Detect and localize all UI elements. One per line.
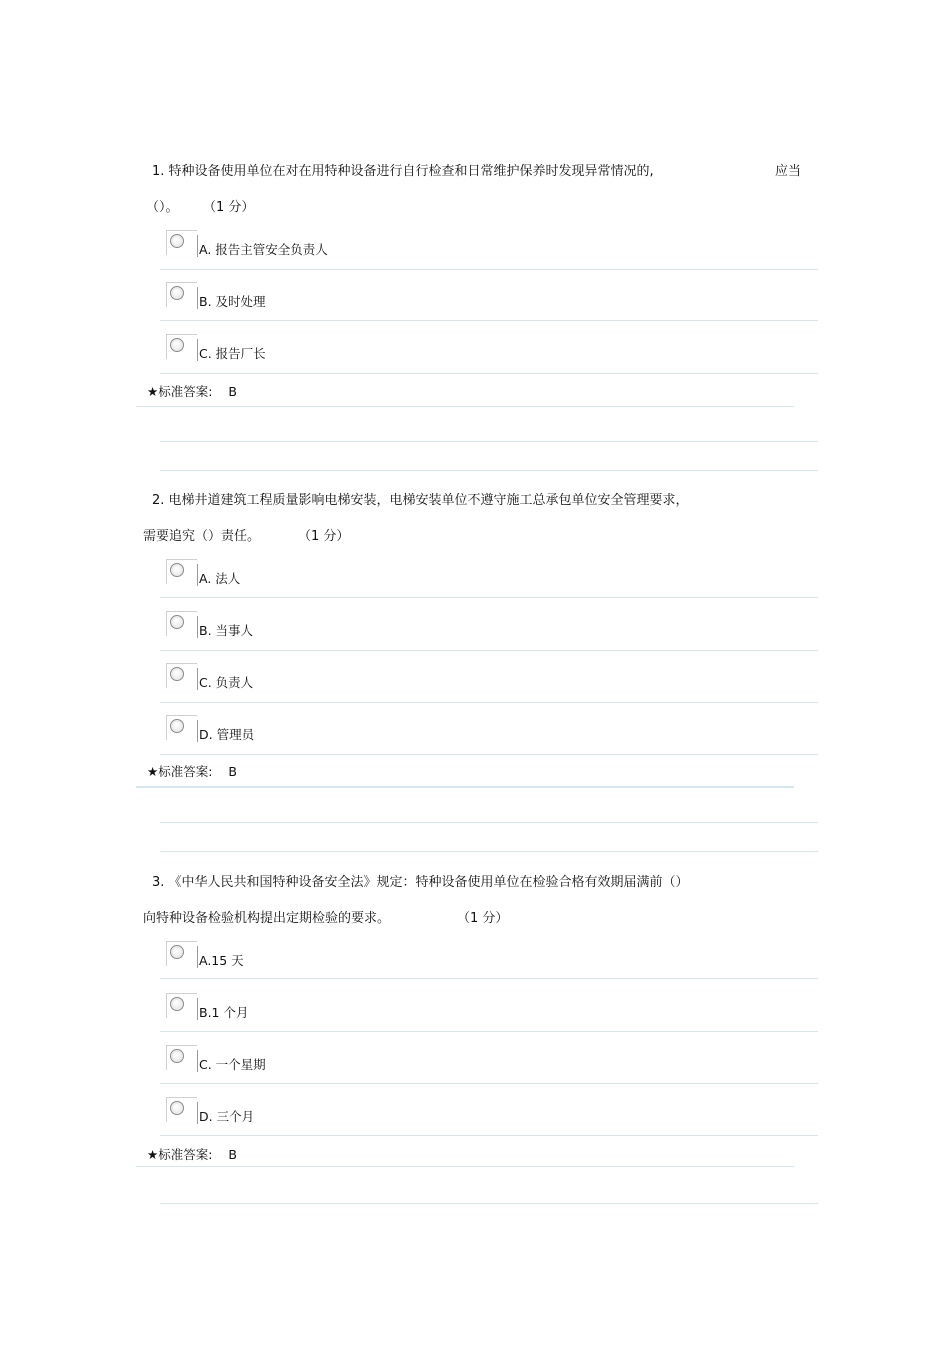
radio-button[interactable] <box>166 334 196 360</box>
option-label[interactable]: B. 及时处理 <box>199 294 266 309</box>
radio-circle-icon <box>170 719 184 733</box>
question-1-text-tail: 应当 <box>775 164 802 179</box>
radio-button[interactable] <box>166 230 196 256</box>
radio-circle-icon <box>170 234 184 248</box>
radio-circle-icon <box>170 997 184 1011</box>
question-1-text-cont: （）。 <box>146 200 179 215</box>
radio-button[interactable] <box>166 663 196 689</box>
option-label[interactable]: B. 当事人 <box>199 623 254 638</box>
answer-value: B <box>228 764 237 779</box>
radio-button[interactable] <box>166 941 196 967</box>
standard-answer <box>147 762 237 780</box>
radio-button[interactable] <box>166 1097 196 1123</box>
radio-circle-icon <box>170 945 184 959</box>
question-2-text-cont: 需要追究（）责任。 <box>143 529 261 544</box>
option-label[interactable]: A.15 天 <box>199 953 244 968</box>
answer-label: ★标准答案: <box>147 764 213 779</box>
question-1-points: （1 分） <box>203 200 255 215</box>
question-1-text: 1. 特种设备使用单位在对在用特种设备进行自行检查和日常维护保养时发现异常情况的, <box>152 164 654 179</box>
answer-value: B <box>228 1147 237 1162</box>
radio-circle-icon <box>170 338 184 352</box>
option-label[interactable]: C. 一个星期 <box>199 1057 266 1072</box>
option-label[interactable]: C. 负责人 <box>199 675 254 690</box>
question-3-text: 3. 《中华人民共和国特种设备安全法》规定：特种设备使用单位在检验合格有效期届满前（） <box>152 875 689 890</box>
answer-label: ★标准答案: <box>147 1147 213 1162</box>
radio-circle-icon <box>170 1049 184 1063</box>
radio-button[interactable] <box>166 1045 196 1071</box>
standard-answer <box>147 382 237 400</box>
standard-answer <box>147 1145 237 1163</box>
option-label[interactable]: A. 报告主管安全负责人 <box>199 242 328 257</box>
option-label[interactable]: C. 报告厂长 <box>199 346 266 361</box>
answer-value: B <box>228 384 237 399</box>
radio-button[interactable] <box>166 282 196 308</box>
radio-circle-icon <box>170 1101 184 1115</box>
radio-circle-icon <box>170 286 184 300</box>
option-label[interactable]: B.1 个月 <box>199 1005 249 1020</box>
option-label[interactable]: D. 三个月 <box>199 1109 255 1124</box>
radio-button[interactable] <box>166 715 196 741</box>
radio-button[interactable] <box>166 993 196 1019</box>
radio-circle-icon <box>170 615 184 629</box>
option-label[interactable]: D. 管理员 <box>199 727 255 742</box>
radio-circle-icon <box>170 563 184 577</box>
answer-label: ★标准答案: <box>147 384 213 399</box>
radio-button[interactable] <box>166 559 196 585</box>
question-2-text: 2. 电梯井道建筑工程质量影响电梯安装，电梯安装单位不遵守施工总承包单位安全管理要求， <box>152 493 689 508</box>
radio-circle-icon <box>170 667 184 681</box>
question-3-points: （1 分） <box>457 911 509 926</box>
question-2-points: （1 分） <box>298 529 350 544</box>
option-label[interactable]: A. 法人 <box>199 571 241 586</box>
radio-button[interactable] <box>166 611 196 637</box>
question-3-text-cont: 向特种设备检验机构提出定期检验的要求。 <box>143 911 391 926</box>
